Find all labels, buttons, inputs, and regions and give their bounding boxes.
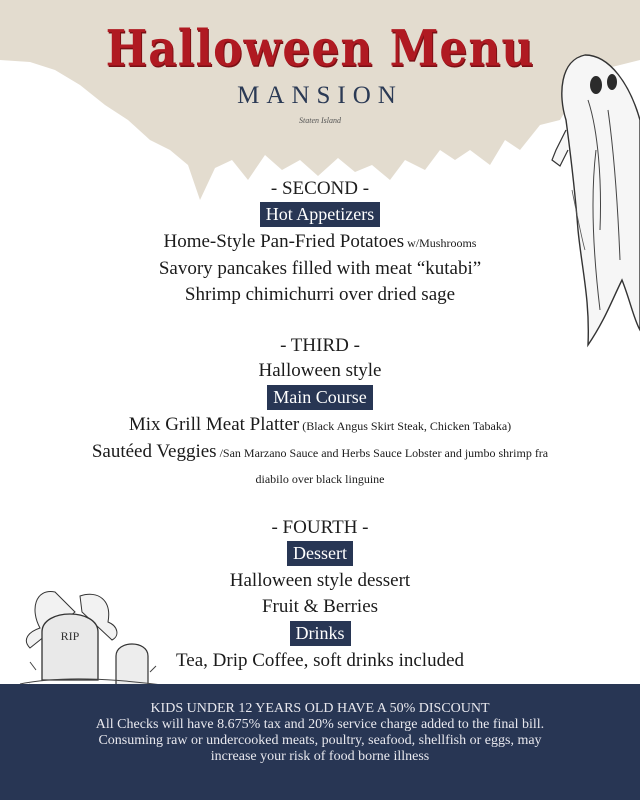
location-text: Staten Island bbox=[299, 116, 341, 125]
main-course-badge: Main Course bbox=[267, 385, 373, 410]
menu-item: Halloween style dessert bbox=[229, 570, 411, 591]
menu-item: Shrimp chimichurri over dried sage bbox=[184, 284, 456, 305]
kids-discount-text: KIDS UNDER 12 YEARS OLD HAVE A 50% DISCOUNT bbox=[150, 701, 490, 716]
food-warning-text: Consuming raw or undercooked meats, poultry, seafood, shellfish or eggs, may bbox=[98, 733, 542, 748]
menu-item-note-continued: diabilo over black linguine bbox=[255, 472, 385, 486]
service-charge-text: All Checks will have 8.675% tax and 20% service charge added to the final bill. bbox=[95, 717, 545, 732]
menu-item: Tea, Drip Coffee, soft drinks included bbox=[176, 650, 464, 671]
menu-item bbox=[0, 412, 640, 439]
menu-title: Halloween Menu bbox=[105, 20, 535, 78]
menu-item: Fruit & Berries bbox=[261, 596, 379, 617]
section-third-subheading: Halloween style bbox=[258, 360, 382, 381]
food-warning-text-continued: increase your risk of food borne illness bbox=[210, 749, 430, 764]
tombstone-text: RIP bbox=[60, 629, 80, 643]
menu-item bbox=[0, 229, 640, 256]
hot-appetizers-badge: Hot Appetizers bbox=[260, 202, 380, 227]
section-fourth-heading: - FOURTH - bbox=[271, 517, 369, 538]
dessert-badge: Dessert bbox=[287, 541, 353, 566]
menu-body bbox=[0, 177, 640, 674]
menu-item bbox=[0, 439, 640, 466]
menu-item-note: (Black Angus Skirt Steak, Chicken Tabaka) bbox=[299, 419, 512, 433]
menu-item-name: Mix Grill Meat Platter bbox=[128, 414, 300, 435]
menu-item-name: Home-Style Pan-Fried Potatoes bbox=[163, 231, 405, 252]
menu-item-note: /San Marzano Sauce and Herbs Sauce Lobster and jumbo shrimp fra bbox=[216, 446, 549, 460]
section-third-heading: - THIRD - bbox=[280, 335, 360, 356]
menu-item-note: w/Mushrooms bbox=[404, 236, 477, 250]
brand-name: MANSION bbox=[237, 82, 403, 109]
menu-header bbox=[0, 20, 640, 125]
drinks-badge: Drinks bbox=[290, 621, 351, 646]
menu-item-name: Sautéed Veggies bbox=[91, 441, 217, 462]
menu-item: Savory pancakes filled with meat “kutabi” bbox=[158, 258, 482, 279]
footer-notice bbox=[0, 684, 640, 800]
section-second-heading: - SECOND - bbox=[270, 178, 370, 199]
